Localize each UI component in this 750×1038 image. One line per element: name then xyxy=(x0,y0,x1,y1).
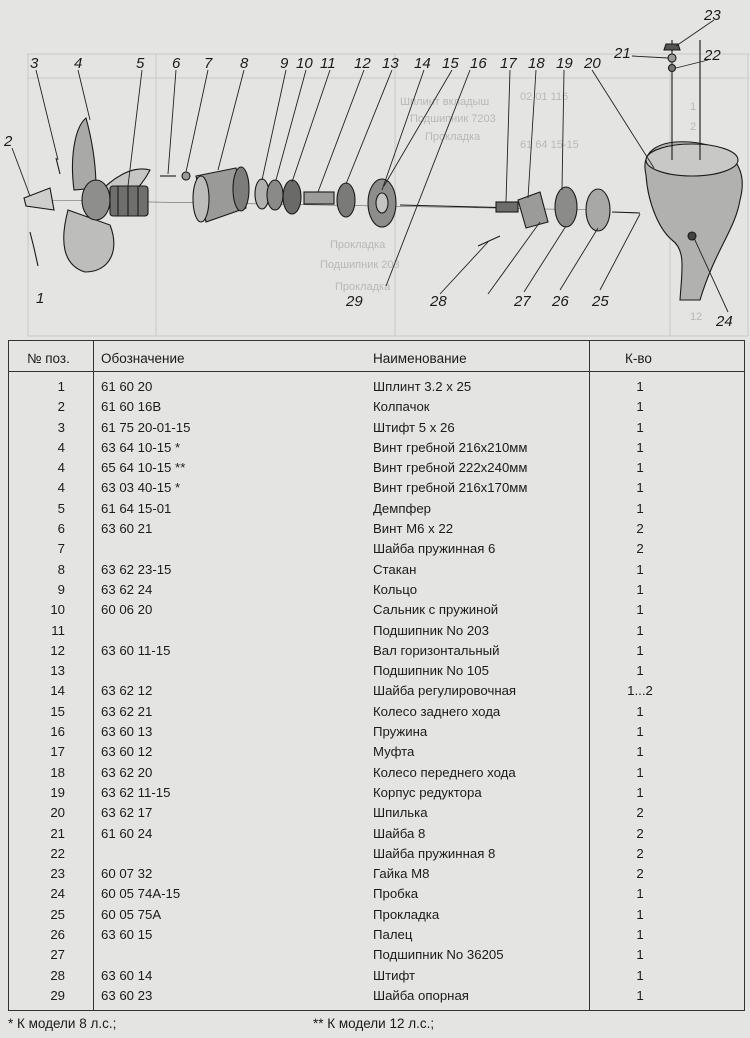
row-designation: 63 60 12 xyxy=(101,744,153,760)
svg-text:02 01 116: 02 01 116 xyxy=(520,91,569,103)
row-designation: 65 64 10-15 ** xyxy=(101,460,186,476)
row-quantity: 1 xyxy=(636,622,644,638)
table-row xyxy=(9,621,746,641)
row-quantity: 1 xyxy=(636,480,644,496)
callout-12: 12 xyxy=(354,55,371,72)
table-row xyxy=(9,641,746,661)
table-row xyxy=(9,702,746,722)
row-quantity: 1 xyxy=(636,379,644,394)
footnotes xyxy=(8,1016,745,1036)
table-row xyxy=(9,742,746,762)
row-position: 3 xyxy=(57,419,65,435)
table-row xyxy=(9,925,746,945)
bearing-203-part xyxy=(283,180,301,214)
row-name: Шпилька xyxy=(373,805,428,821)
callout-14: 14 xyxy=(414,55,431,72)
row-name: Винт гребной 216х210мм xyxy=(373,439,528,455)
row-quantity: 1 xyxy=(636,460,644,476)
callout-29: 29 xyxy=(346,293,363,310)
row-quantity: 2 xyxy=(636,845,644,861)
row-name: Шайба регулировочная xyxy=(373,683,517,699)
row-quantity: 1 xyxy=(636,561,644,577)
row-position: 24 xyxy=(50,886,65,902)
row-designation: 63 60 13 xyxy=(101,724,153,740)
washer-part xyxy=(182,172,190,180)
callout-26: 26 xyxy=(552,293,569,310)
bearing-36205-part xyxy=(555,187,577,227)
row-designation: 63 60 11-15 xyxy=(101,642,171,658)
small-pin-part xyxy=(478,236,500,246)
row-designation: 61 75 20-01-15 xyxy=(101,419,191,435)
table-row xyxy=(9,438,746,458)
svg-text:61 64 15-15: 61 64 15-15 xyxy=(520,139,579,151)
row-name: Кольцо xyxy=(373,581,418,597)
svg-text:12: 12 xyxy=(690,311,703,323)
table-row xyxy=(9,397,746,417)
table-row xyxy=(9,986,746,1006)
row-name: Шайба 8 xyxy=(373,825,426,841)
callout-1: 1 xyxy=(36,290,45,307)
table-row xyxy=(9,864,746,884)
table-row xyxy=(9,580,746,600)
callout-9: 9 xyxy=(280,55,289,72)
row-quantity: 1 xyxy=(636,703,644,719)
row-name: Шайба пружинная 8 xyxy=(373,845,496,861)
row-position: 13 xyxy=(50,663,65,679)
callout-10: 10 xyxy=(296,55,313,72)
table-row xyxy=(9,803,746,823)
row-position: 26 xyxy=(50,927,65,943)
row-quantity: 1...2 xyxy=(627,683,653,699)
callout-15: 15 xyxy=(442,55,459,72)
parts-table xyxy=(8,340,745,1011)
svg-text:Прокладка: Прокладка xyxy=(425,131,481,143)
row-name: Винт гребной 216х170мм xyxy=(373,480,528,496)
table-row xyxy=(9,377,746,397)
row-name: Муфта xyxy=(373,744,415,760)
table-row xyxy=(9,966,746,986)
row-quantity: 2 xyxy=(636,541,644,557)
forward-gear-part xyxy=(518,192,548,228)
table-row xyxy=(9,824,746,844)
header-designation: Обозначение xyxy=(101,351,185,366)
svg-text:Подшипник 7203: Подшипник 7203 xyxy=(410,113,496,125)
row-designation: 63 03 40-15 * xyxy=(101,480,181,496)
row-position: 15 xyxy=(50,703,65,719)
row-position: 6 xyxy=(57,521,65,537)
finger-rod-part xyxy=(612,212,640,213)
table-row xyxy=(9,560,746,580)
row-position: 9 xyxy=(57,581,65,597)
row-quantity: 1 xyxy=(636,764,644,780)
row-quantity: 1 xyxy=(636,906,644,922)
table-row xyxy=(9,681,746,701)
callout-2: 2 xyxy=(4,133,13,150)
row-position: 20 xyxy=(50,805,65,821)
row-name: Корпус редуктора xyxy=(373,784,482,800)
table-body xyxy=(9,377,746,1006)
table-row xyxy=(9,458,746,478)
row-position: 10 xyxy=(50,602,65,618)
row-name: Стакан xyxy=(373,561,417,577)
reverse-gear-part xyxy=(368,179,396,227)
row-quantity: 2 xyxy=(636,866,644,882)
clutch-part xyxy=(496,202,518,212)
row-quantity: 1 xyxy=(636,581,644,597)
callout-17: 17 xyxy=(500,55,517,72)
cup-part xyxy=(193,167,249,222)
table-row xyxy=(9,844,746,864)
row-quantity: 1 xyxy=(636,947,644,963)
row-position: 25 xyxy=(50,906,65,922)
cotter-pin-part xyxy=(30,232,38,266)
callout-11: 11 xyxy=(320,55,336,72)
callout-5: 5 xyxy=(136,55,145,72)
callout-20: 20 xyxy=(584,55,601,72)
svg-text:2: 2 xyxy=(690,121,697,133)
callout-13: 13 xyxy=(382,55,399,72)
callout-28: 28 xyxy=(430,293,447,310)
row-quantity: 1 xyxy=(636,602,644,618)
callout-21: 21 xyxy=(614,45,631,62)
svg-text:1: 1 xyxy=(690,101,697,113)
row-position: 22 xyxy=(50,845,65,861)
row-designation: 63 62 11-15 xyxy=(101,784,171,800)
callout-22: 22 xyxy=(704,47,721,64)
table-row xyxy=(9,539,746,559)
table-row xyxy=(9,499,746,519)
row-position: 18 xyxy=(50,764,65,780)
row-designation: 61 60 24 xyxy=(101,825,153,841)
row-designation: 63 60 14 xyxy=(101,967,153,983)
washer-8-part xyxy=(668,54,676,62)
row-name: Вал горизонтальный xyxy=(373,642,500,658)
row-name: Шайба пружинная 6 xyxy=(373,541,496,557)
spring-washer-8-part xyxy=(669,65,676,72)
table-row xyxy=(9,661,746,681)
row-designation: 63 62 24 xyxy=(101,581,153,597)
table-row xyxy=(9,519,746,539)
row-quantity: 2 xyxy=(636,521,644,537)
row-quantity: 1 xyxy=(636,642,644,658)
row-quantity: 1 xyxy=(636,744,644,760)
row-position: 16 xyxy=(50,724,65,740)
row-designation: 63 60 15 xyxy=(101,927,153,943)
callout-7: 7 xyxy=(204,55,213,72)
row-name: Гайка М8 xyxy=(373,866,430,882)
row-position: 29 xyxy=(50,987,65,1003)
row-position: 5 xyxy=(57,500,65,516)
row-designation: 60 06 20 xyxy=(101,602,153,618)
row-name: Винт М6 х 22 xyxy=(373,521,454,537)
row-name: Сальник с пружиной xyxy=(373,602,499,618)
table-row xyxy=(9,722,746,742)
row-position: 19 xyxy=(50,784,65,800)
header-divider xyxy=(9,371,744,372)
damper-part xyxy=(110,186,148,216)
svg-text:Подшипник 203: Подшипник 203 xyxy=(320,259,400,271)
svg-text:Прокладка: Прокладка xyxy=(335,281,391,293)
shaft-part xyxy=(304,192,334,204)
row-name: Подшипник No 36205 xyxy=(373,947,504,963)
row-position: 12 xyxy=(50,642,65,658)
callout-18: 18 xyxy=(528,55,545,72)
row-quantity: 1 xyxy=(636,724,644,740)
row-quantity: 1 xyxy=(636,663,644,679)
callout-27: 27 xyxy=(514,293,531,310)
callout-19: 19 xyxy=(556,55,573,72)
row-position: 8 xyxy=(57,561,65,577)
row-designation: 60 05 75А xyxy=(101,906,162,922)
row-designation: 60 07 32 xyxy=(101,866,153,882)
callout-25: 25 xyxy=(592,293,609,310)
row-position: 7 xyxy=(57,541,65,557)
row-designation: 61 64 15-01 xyxy=(101,500,172,516)
row-name: Палец xyxy=(373,927,413,943)
row-designation: 63 62 23-15 xyxy=(101,561,172,577)
row-designation: 63 60 23 xyxy=(101,987,153,1003)
header-position: № поз. xyxy=(27,351,70,366)
seal-part xyxy=(267,180,283,210)
row-designation: 63 64 10-15 * xyxy=(101,439,181,455)
table-row xyxy=(9,418,746,438)
row-name: Колесо заднего хода xyxy=(373,703,501,719)
row-name: Колпачок xyxy=(373,399,430,415)
callout-23: 23 xyxy=(704,7,721,24)
row-name: Шплинт 3.2 х 25 xyxy=(373,379,472,394)
row-quantity: 1 xyxy=(636,500,644,516)
pin-part xyxy=(56,158,60,174)
table-row xyxy=(9,763,746,783)
row-position: 4 xyxy=(57,439,65,455)
row-position: 28 xyxy=(50,967,65,983)
row-designation: 63 62 20 xyxy=(101,764,153,780)
callout-16: 16 xyxy=(470,55,487,72)
table-row xyxy=(9,600,746,620)
header-name: Наименование xyxy=(373,351,467,366)
row-position: 1 xyxy=(57,379,65,394)
svg-text:Прокладка: Прокладка xyxy=(330,239,386,251)
gearbox-housing-part xyxy=(645,142,742,300)
exploded-view-diagram xyxy=(0,0,750,338)
row-quantity: 1 xyxy=(636,399,644,415)
row-name: Штифт xyxy=(373,967,416,983)
row-designation: 63 60 21 xyxy=(101,521,153,537)
svg-text:Шплинт вкладыш: Шплинт вкладыш xyxy=(400,96,490,108)
table-row xyxy=(9,884,746,904)
callout-3: 3 xyxy=(30,55,39,72)
row-position: 14 xyxy=(50,683,65,699)
row-designation: 63 62 17 xyxy=(101,805,153,821)
row-name: Колесо переднего хода xyxy=(373,764,516,780)
row-quantity: 2 xyxy=(636,825,644,841)
row-name: Прокладка xyxy=(373,906,440,922)
header-quantity: К-во xyxy=(625,351,652,366)
row-position: 11 xyxy=(51,622,65,638)
table-row xyxy=(9,478,746,498)
row-quantity: 1 xyxy=(636,784,644,800)
row-quantity: 1 xyxy=(636,967,644,983)
row-position: 4 xyxy=(57,460,65,476)
row-name: Пружина xyxy=(373,724,428,740)
row-quantity: 2 xyxy=(636,805,644,821)
footnote-8hp: * К модели 8 л.с.; xyxy=(8,1016,117,1031)
row-designation: 60 05 74А-15 xyxy=(101,886,181,902)
table-row xyxy=(9,905,746,925)
row-designation: 63 62 12 xyxy=(101,683,153,699)
bearing-105-part xyxy=(337,183,355,217)
row-position: 4 xyxy=(57,480,65,496)
row-quantity: 1 xyxy=(636,987,644,1003)
footnote-12hp: ** К модели 12 л.с.; xyxy=(313,1016,435,1031)
row-name: Шайба опорная xyxy=(373,987,469,1003)
finger-part xyxy=(586,189,610,231)
row-name: Винт гребной 222х240мм xyxy=(373,460,528,476)
row-name: Штифт 5 х 26 xyxy=(373,419,455,435)
row-position: 17 xyxy=(50,744,65,760)
table-row xyxy=(9,945,746,965)
row-name: Подшипник No 105 xyxy=(373,663,489,679)
table-row xyxy=(9,783,746,803)
row-designation: 61 60 16В xyxy=(101,399,162,415)
row-quantity: 1 xyxy=(636,439,644,455)
row-quantity: 1 xyxy=(636,927,644,943)
row-name: Демпфер xyxy=(373,500,431,516)
row-designation: 61 60 20 xyxy=(101,379,153,394)
row-position: 2 xyxy=(57,399,65,415)
callout-4: 4 xyxy=(74,55,83,72)
row-name: Подшипник No 203 xyxy=(373,622,489,638)
row-quantity: 1 xyxy=(636,419,644,435)
row-name: Пробка xyxy=(373,886,419,902)
row-position: 27 xyxy=(50,947,65,963)
row-position: 23 xyxy=(50,866,65,882)
callout-8: 8 xyxy=(240,55,249,72)
callout-6: 6 xyxy=(172,55,181,72)
row-quantity: 1 xyxy=(636,886,644,902)
row-designation: 63 62 21 xyxy=(101,703,153,719)
callout-24: 24 xyxy=(716,313,733,330)
row-position: 21 xyxy=(50,825,65,841)
